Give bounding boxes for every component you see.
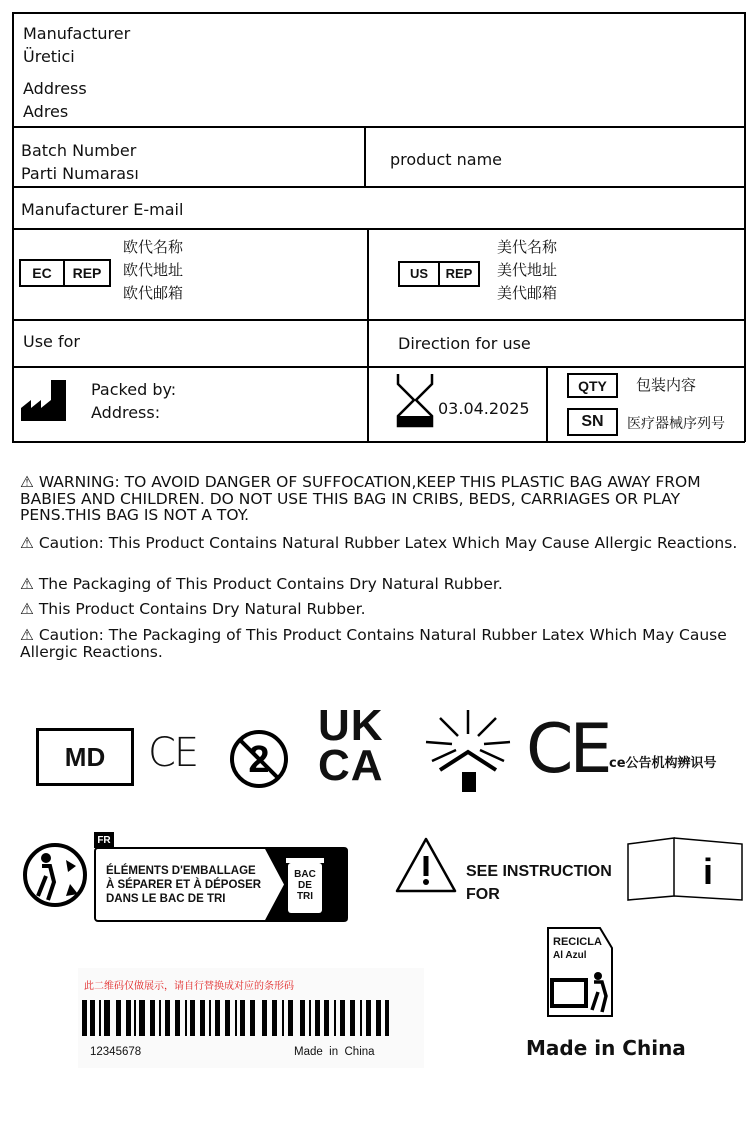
sn-text: 医疗器械序列号 xyxy=(627,416,725,432)
warning-suffocation: ⚠ WARNING: TO AVOID DANGER OF SUFFOCATION,KEEP THIS PLASTIC BAG AWAY FROM BABIES AND CHILDREN. DO NOT USE THIS BAG IN CRIBS, BEDS, CARRIAGES OR PLAY PENS.THIS BAG IS NOT A TOY. xyxy=(20,473,701,524)
warning-latex: ⚠ Caution: This Product Contains Natural Rubber Latex Which May Cause Allergic Reactions. xyxy=(20,534,738,552)
made-in-china-label: Made in China xyxy=(526,1036,686,1060)
ce-mark-large: CE xyxy=(526,710,609,789)
do-not-reuse-digit: 2 xyxy=(248,739,270,781)
do-not-reuse-icon xyxy=(228,728,290,790)
barcode-number: 12345678 xyxy=(90,1046,142,1058)
use-by-date-hourglass-icon xyxy=(396,372,436,428)
manufacturer-factory-icon xyxy=(20,378,70,422)
keep-away-from-sunlight-icon xyxy=(418,706,518,796)
caution-triangle-icon xyxy=(394,836,458,894)
expiry-date: 03.04.2025 xyxy=(438,399,530,418)
bac-de-tri-label: BAC DE TRI xyxy=(294,869,316,902)
barcode-panel xyxy=(78,968,424,1068)
instructions-for-use-book-icon xyxy=(626,836,744,902)
manufacturer-label: Manufacturer xyxy=(23,24,131,43)
us-rep-info: 美代名称 美代地址 美代邮箱 xyxy=(497,238,558,302)
warning-packaging-latex: ⚠ Caution: The Packaging of This Product Contains Natural Rubber Latex Which May Cause Allergic Reactions. xyxy=(20,626,727,661)
notified-body-number: ce公告机构辨识号 xyxy=(609,756,717,771)
triman-fr-badge: FR xyxy=(94,832,114,848)
address-label-tr: Adres xyxy=(23,102,69,121)
ec-rep-badge: EC REP xyxy=(19,259,111,287)
see-instruction-text: SEE INSTRUCTION FOR xyxy=(466,863,612,903)
packed-address-label: Address: xyxy=(91,403,161,422)
batch-number-label: Batch Number xyxy=(21,141,137,160)
qty-badge: QTY xyxy=(567,373,618,398)
manufacturer-email-label: Manufacturer E-mail xyxy=(21,200,184,219)
batch-number-label-tr: Parti Numarası xyxy=(21,164,139,183)
warning-product-rubber: ⚠ This Product Contains Dry Natural Rubber. xyxy=(20,600,366,618)
us-rep-badge: US REP xyxy=(398,261,480,287)
barcode-origin: Made in China xyxy=(294,1046,375,1058)
medical-device-md-badge: MD xyxy=(36,728,134,786)
ce-mark-small: CE xyxy=(148,730,198,776)
triman-recycling-icon xyxy=(20,840,90,910)
sn-badge: SN xyxy=(567,408,618,436)
qty-text: 包装内容 xyxy=(636,376,697,394)
warning-packaging-rubber: ⚠ The Packaging of This Product Contains Dry Natural Rubber. xyxy=(20,575,503,593)
ec-rep-info: 欧代名称 欧代地址 欧代邮箱 xyxy=(123,238,184,302)
address-label: Address xyxy=(23,79,87,98)
use-for-label: Use for xyxy=(23,332,80,351)
info-letter: i xyxy=(702,851,714,892)
barcode-bars xyxy=(82,1000,392,1036)
product-name-label: product name xyxy=(390,150,502,169)
triman-text: ÉLÉMENTS D'EMBALLAGE À SÉPARER ET À DÉPOSER DANS LE BAC DE TRI xyxy=(106,865,262,905)
manufacturer-label-tr: Üretici xyxy=(23,47,75,66)
ukca-mark: UK CA xyxy=(318,701,384,790)
recicla-text: RECICLA Al Azul xyxy=(553,936,602,961)
barcode-notice: 此二维码仅做展示，请自行替换成对应的条形码 xyxy=(84,981,294,992)
packed-by-label: Packed by: xyxy=(91,380,177,399)
triman-info-panel xyxy=(94,847,346,922)
direction-for-use-label: Direction for use xyxy=(398,334,531,353)
